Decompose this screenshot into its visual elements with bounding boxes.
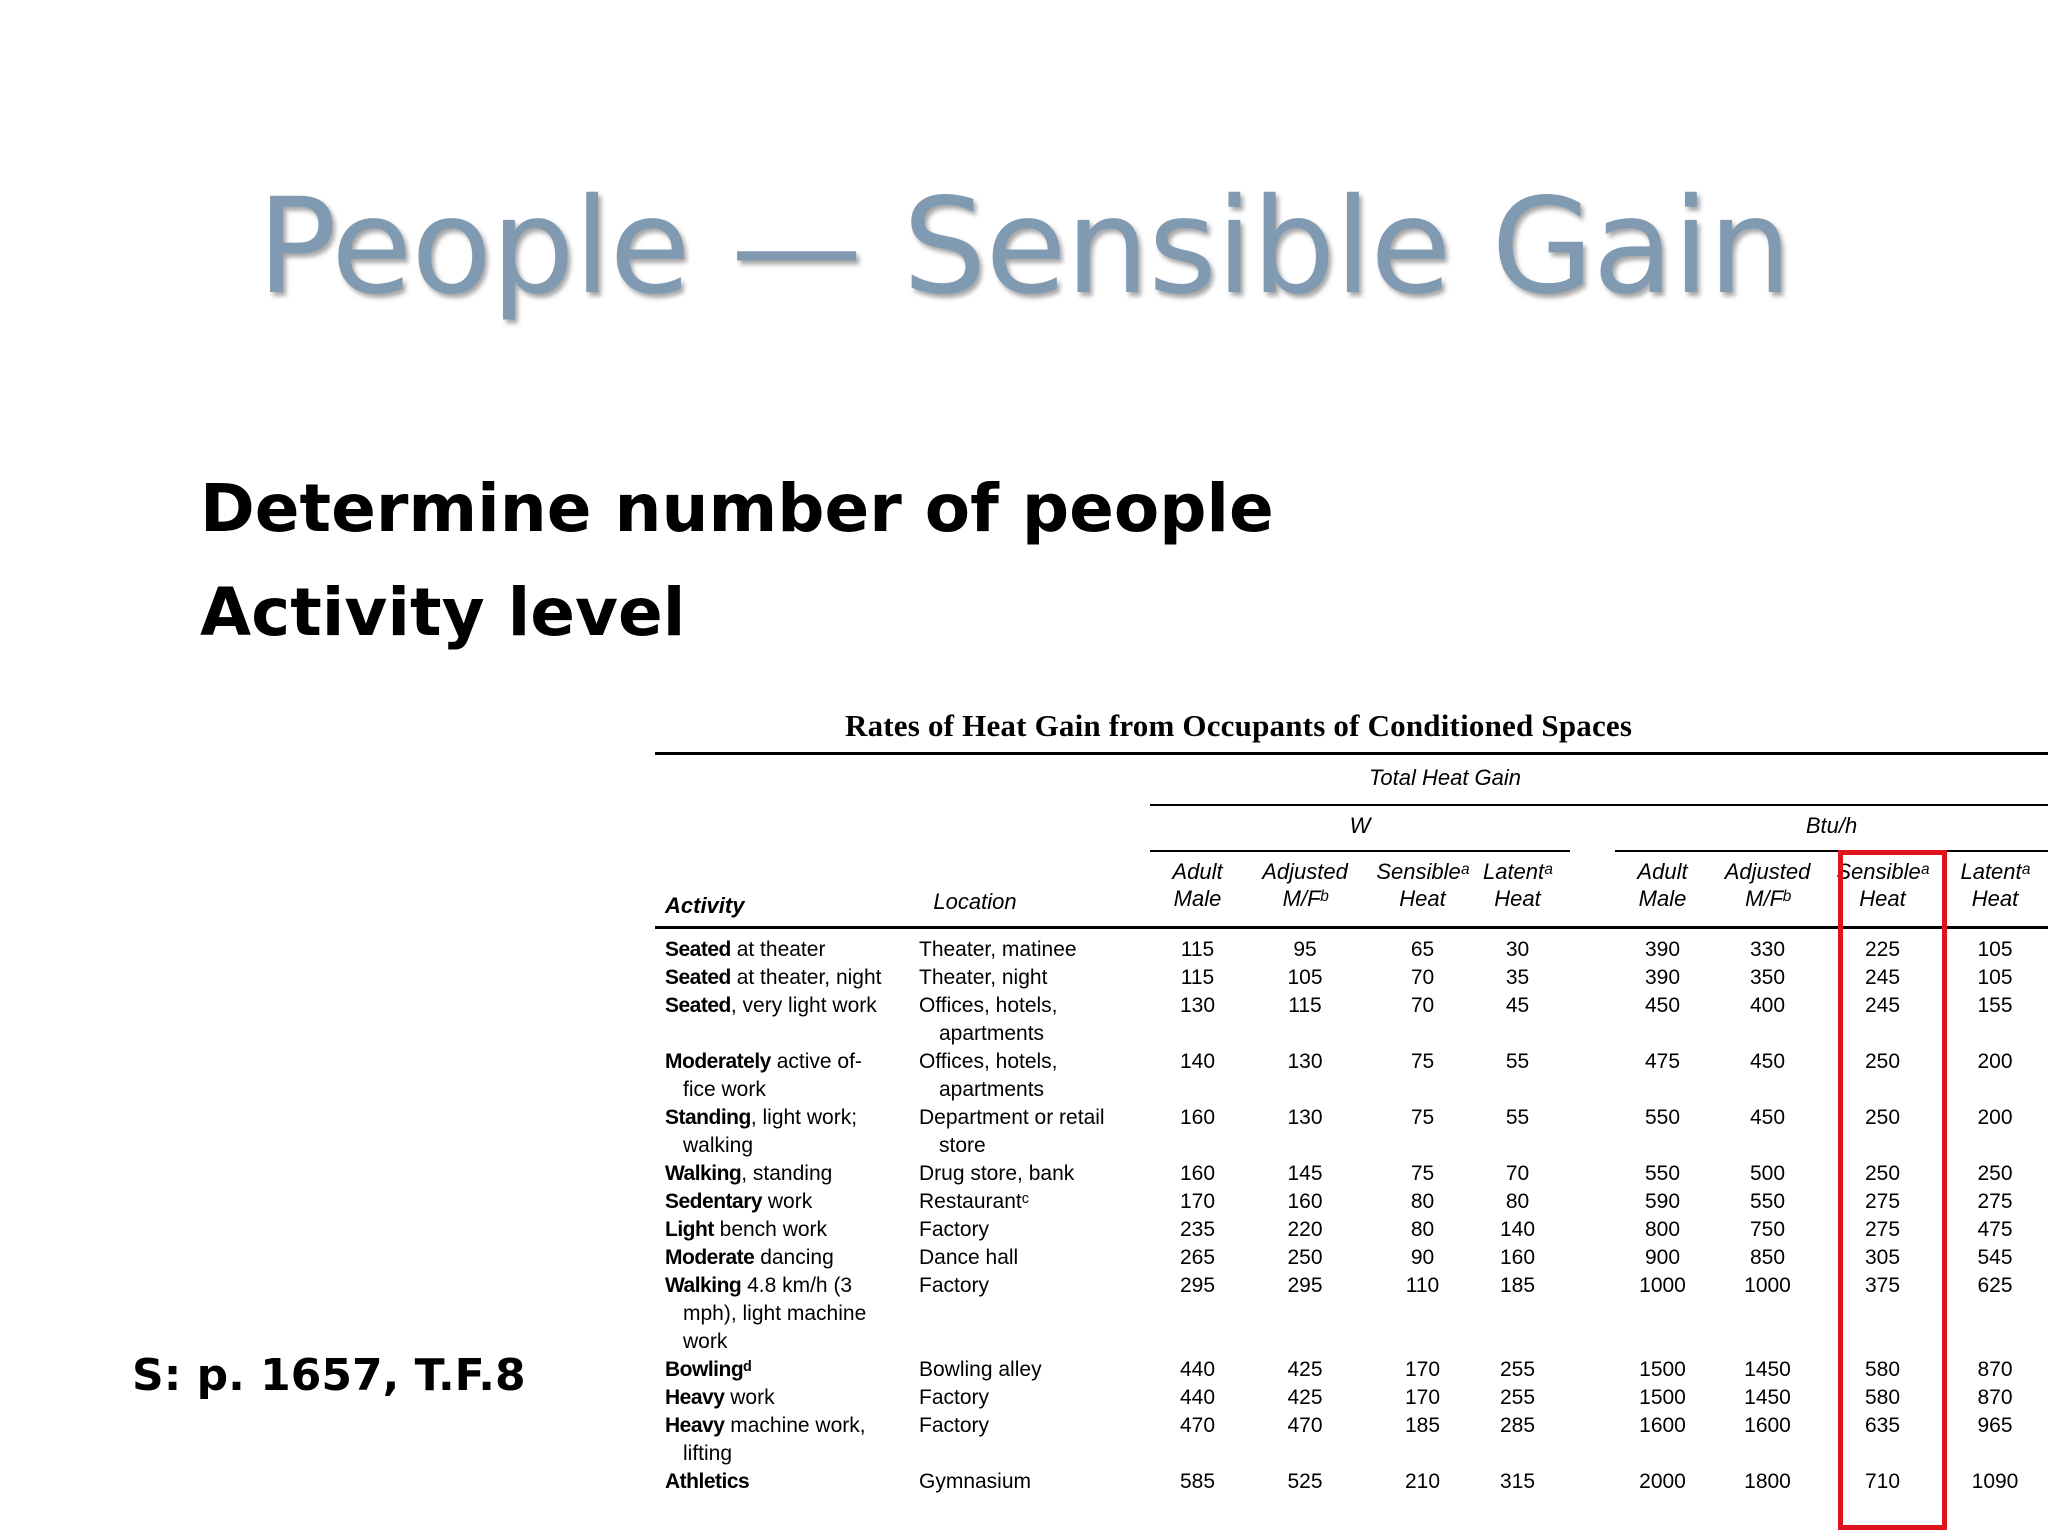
- activity-cell: [665, 1244, 834, 1272]
- activity-cell: [665, 1104, 857, 1160]
- value-cell: 295: [1287, 1274, 1323, 1297]
- column-header-line: Heat: [1971, 886, 2019, 911]
- column-header-line: Heat: [1399, 886, 1446, 911]
- bullet-number-of-people: Determine number of people: [200, 470, 1274, 547]
- value-cell: 220: [1287, 1218, 1323, 1241]
- value-cell: 245: [1864, 994, 1901, 1017]
- column-header: [1615, 858, 1710, 912]
- column-header-line: Latentᵃ: [1960, 859, 2030, 884]
- value-cell: 470: [1179, 1414, 1216, 1437]
- value-cell: 265: [1179, 1246, 1216, 1269]
- value-cell: 80: [1410, 1190, 1435, 1213]
- value-cell: 450: [1749, 1050, 1786, 1073]
- value-cell: 140: [1179, 1050, 1216, 1073]
- value-cell: 185: [1499, 1274, 1536, 1297]
- activity-line: Walking 4.8 km/h (3: [665, 1274, 853, 1297]
- value-cell: 275: [1864, 1190, 1901, 1213]
- value-cell: 375: [1864, 1274, 1901, 1297]
- activity-line: Sedentary work: [665, 1190, 813, 1213]
- location-line: Department or retail: [919, 1106, 1105, 1129]
- value-cell: 800: [1644, 1218, 1681, 1241]
- value-cell: 400: [1749, 994, 1786, 1017]
- value-cell: 115: [1288, 994, 1322, 1017]
- value-cell: 1090: [1971, 1470, 2019, 1493]
- value-cell: 450: [1644, 994, 1681, 1017]
- value-cell: 1450: [1744, 1386, 1791, 1409]
- column-header-line: M/Fᵇ: [1745, 886, 1790, 911]
- value-cell: 250: [1864, 1050, 1901, 1073]
- header-w: W: [1349, 813, 1371, 838]
- value-cell: 545: [1977, 1246, 2013, 1269]
- value-cell: 245: [1864, 966, 1901, 989]
- activity-line: [665, 1356, 751, 1384]
- value-cell: 185: [1404, 1414, 1441, 1437]
- value-cell: 1600: [1744, 1414, 1791, 1437]
- activity-keyword: Bowlingᵈ: [665, 1358, 751, 1381]
- header-location: Location: [933, 889, 1017, 914]
- value-cell: 250: [1864, 1106, 1901, 1129]
- column-header-line: Adult: [1637, 859, 1688, 884]
- value-cell: 305: [1864, 1246, 1901, 1269]
- value-cell: 160: [1179, 1106, 1216, 1129]
- activity-keyword: Seated: [665, 994, 731, 1017]
- location-line: Factory: [919, 1414, 990, 1437]
- value-cell: 1500: [1639, 1386, 1686, 1409]
- value-cell: 580: [1864, 1386, 1901, 1409]
- value-cell: 200: [1977, 1106, 2013, 1129]
- total-heat-gain-rule: [1150, 804, 2048, 806]
- value-cell: 160: [1499, 1246, 1536, 1269]
- value-cell: 45: [1505, 994, 1530, 1017]
- activity-line: Seated at theater: [665, 938, 826, 961]
- value-cell: 500: [1749, 1162, 1786, 1185]
- location-cell: [919, 936, 1077, 964]
- value-cell: 35: [1505, 966, 1530, 989]
- column-header-line: Heat: [1494, 886, 1541, 911]
- column-header-line: Male: [1638, 886, 1687, 911]
- table-top-rule: [655, 752, 2048, 755]
- location-cell: [919, 1384, 989, 1412]
- value-cell: 225: [1864, 938, 1901, 961]
- btu-rule: [1615, 850, 2048, 852]
- activity-line: Walking, standing: [665, 1162, 833, 1185]
- value-cell: 160: [1179, 1162, 1216, 1185]
- value-cell: 1000: [1744, 1274, 1791, 1297]
- value-cell: 140: [1499, 1218, 1536, 1241]
- location-cell: [919, 1188, 1029, 1216]
- activity-keyword: Athletics: [665, 1470, 750, 1493]
- value-cell: 70: [1410, 966, 1435, 989]
- column-header-line: Male: [1173, 886, 1222, 911]
- value-cell: 870: [1977, 1386, 2013, 1409]
- value-cell: 1600: [1639, 1414, 1686, 1437]
- activity-cell: [665, 1048, 862, 1104]
- column-header: [1710, 858, 1825, 912]
- location-cell: [919, 1160, 1074, 1188]
- location-line: Theater, matinee: [919, 938, 1077, 961]
- value-cell: 80: [1410, 1218, 1435, 1241]
- column-header: [1150, 858, 1245, 912]
- bullet-activity-level: Activity level: [200, 574, 686, 651]
- value-cell: 170: [1404, 1358, 1441, 1381]
- activity-line: Seated, very light work: [665, 994, 877, 1017]
- value-cell: 295: [1179, 1274, 1216, 1297]
- location-cell: [919, 964, 1047, 992]
- activity-keyword: Seated: [665, 966, 731, 989]
- value-cell: 170: [1179, 1190, 1216, 1213]
- value-cell: 285: [1499, 1414, 1536, 1437]
- value-cell: 115: [1180, 938, 1215, 961]
- value-cell: 550: [1644, 1162, 1681, 1185]
- value-cell: 145: [1287, 1162, 1323, 1185]
- location-line: Dance hall: [919, 1246, 1019, 1269]
- value-cell: 900: [1644, 1246, 1681, 1269]
- activity-cell: [665, 1468, 749, 1496]
- location-cell: [919, 1216, 989, 1244]
- activity-keyword: Light: [665, 1218, 714, 1241]
- value-cell: 255: [1499, 1358, 1536, 1381]
- value-cell: 590: [1644, 1190, 1681, 1213]
- activity-cell: [665, 992, 877, 1020]
- column-header-line: Adjusted: [1724, 859, 1811, 884]
- value-cell: 350: [1749, 966, 1786, 989]
- value-cell: 440: [1179, 1386, 1216, 1409]
- value-cell: 250: [1864, 1162, 1901, 1185]
- activity-line: fice work: [683, 1078, 766, 1101]
- location-cell: [919, 1048, 1058, 1104]
- activity-line: lifting: [683, 1442, 733, 1465]
- value-cell: 55: [1505, 1106, 1530, 1129]
- activity-keyword: Standing: [665, 1106, 751, 1129]
- slide-title: People — Sensible Gain: [257, 170, 1791, 324]
- source-reference: S: p. 1657, T.F.8: [132, 1350, 526, 1401]
- location-line: Gymnasium: [919, 1470, 1032, 1493]
- activity-line: mph), light machine: [683, 1302, 867, 1325]
- value-cell: 210: [1404, 1470, 1441, 1493]
- value-cell: 750: [1749, 1218, 1786, 1241]
- activity-line: Light bench work: [665, 1218, 828, 1241]
- activity-line: Moderately active of-: [665, 1050, 862, 1073]
- value-cell: 525: [1287, 1470, 1323, 1493]
- column-header: [1945, 858, 2045, 912]
- activity-keyword: Walking: [665, 1162, 742, 1185]
- value-cell: 275: [1977, 1190, 2013, 1213]
- value-cell: 130: [1179, 994, 1216, 1017]
- location-line: Drug store, bank: [919, 1162, 1075, 1185]
- value-cell: 580: [1864, 1358, 1901, 1381]
- value-cell: 170: [1404, 1386, 1441, 1409]
- activity-keyword: Heavy: [665, 1386, 725, 1409]
- location-cell: [919, 1412, 989, 1440]
- value-cell: 75: [1410, 1162, 1435, 1185]
- value-cell: 315: [1499, 1470, 1536, 1493]
- location-line: Factory: [919, 1386, 990, 1409]
- activity-cell: [665, 1356, 751, 1384]
- value-cell: 105: [1977, 966, 2013, 989]
- activity-cell: [665, 1412, 866, 1468]
- activity-cell: [665, 936, 825, 964]
- activity-line: work: [683, 1330, 728, 1353]
- column-header-line: Heat: [1859, 886, 1906, 911]
- location-line: Restaurantᶜ: [919, 1190, 1030, 1213]
- value-cell: 550: [1749, 1190, 1786, 1213]
- value-cell: 250: [1287, 1246, 1323, 1269]
- value-cell: 105: [1977, 938, 2013, 961]
- activity-line: Seated at theater, night: [665, 966, 882, 989]
- column-header-line: M/Fᵇ: [1282, 886, 1328, 911]
- location-line: Offices, hotels,: [919, 1050, 1058, 1073]
- column-header-line: Adult: [1172, 859, 1223, 884]
- value-cell: 30: [1505, 938, 1530, 961]
- activity-cell: [665, 1272, 866, 1356]
- value-cell: 75: [1410, 1050, 1435, 1073]
- activity-keyword: Seated: [665, 938, 731, 961]
- column-header-line: Adjusted: [1262, 859, 1348, 884]
- value-cell: 65: [1410, 938, 1435, 961]
- activity-keyword: Moderate: [665, 1246, 755, 1269]
- value-cell: 110: [1405, 1274, 1440, 1297]
- activity-cell: [665, 1216, 827, 1244]
- value-cell: 2000: [1639, 1470, 1686, 1493]
- activity-keyword: Sedentary: [665, 1190, 763, 1213]
- location-line: Bowling alley: [919, 1358, 1042, 1381]
- value-cell: 390: [1644, 966, 1681, 989]
- value-cell: 450: [1749, 1106, 1786, 1129]
- activity-line: [665, 1468, 749, 1496]
- value-cell: 850: [1749, 1246, 1786, 1269]
- value-cell: 635: [1864, 1414, 1901, 1437]
- location-cell: [919, 992, 1058, 1048]
- value-cell: 1000: [1639, 1274, 1686, 1297]
- header-total-heat-gain: Total Heat Gain: [1368, 765, 1522, 790]
- value-cell: 155: [1977, 994, 2013, 1017]
- activity-keyword: Walking: [665, 1274, 742, 1297]
- location-line: Offices, hotels,: [919, 994, 1058, 1017]
- column-header: [1250, 858, 1360, 912]
- column-header: [1470, 858, 1565, 912]
- location-cell: [919, 1244, 1018, 1272]
- value-cell: 475: [1644, 1050, 1681, 1073]
- location-line: Theater, night: [919, 966, 1048, 989]
- value-cell: 870: [1977, 1358, 2013, 1381]
- value-cell: 90: [1410, 1246, 1435, 1269]
- w-rule: [1150, 850, 1570, 852]
- value-cell: 115: [1180, 966, 1215, 989]
- activity-keyword: Heavy: [665, 1414, 725, 1437]
- sensible-heat-highlight-box: [1838, 850, 1947, 1530]
- activity-line: Moderate dancing: [665, 1246, 834, 1269]
- value-cell: 160: [1287, 1190, 1323, 1213]
- header-activity: Activity: [665, 893, 745, 918]
- value-cell: 95: [1293, 938, 1317, 961]
- location-cell: [919, 1356, 1042, 1384]
- value-cell: 475: [1977, 1218, 2013, 1241]
- value-cell: 55: [1505, 1050, 1530, 1073]
- activity-cell: [665, 1188, 812, 1216]
- activity-line: Heavy work: [665, 1386, 775, 1409]
- value-cell: 425: [1287, 1386, 1323, 1409]
- value-cell: 710: [1864, 1470, 1901, 1493]
- column-header: [1370, 858, 1475, 912]
- column-header-line: Sensibleᵃ: [1836, 859, 1929, 884]
- value-cell: 130: [1287, 1050, 1323, 1073]
- activity-keyword: Moderately: [665, 1050, 771, 1073]
- activity-line: Heavy machine work,: [665, 1414, 866, 1437]
- location-line: Factory: [919, 1274, 990, 1297]
- value-cell: 965: [1977, 1414, 2013, 1437]
- value-cell: 70: [1505, 1162, 1530, 1185]
- location-line: store: [939, 1134, 986, 1157]
- location-cell: [919, 1272, 989, 1300]
- value-cell: 255: [1499, 1386, 1536, 1409]
- location-line: Factory: [919, 1218, 990, 1241]
- column-header-line: Sensibleᵃ: [1376, 859, 1469, 884]
- value-cell: 390: [1644, 938, 1681, 961]
- value-cell: 440: [1179, 1358, 1216, 1381]
- value-cell: 80: [1505, 1190, 1530, 1213]
- header-btu: Btu/h: [1805, 813, 1858, 838]
- value-cell: 1500: [1639, 1358, 1686, 1381]
- location-line: apartments: [939, 1022, 1045, 1045]
- activity-cell: [665, 1160, 832, 1188]
- value-cell: 425: [1287, 1358, 1323, 1381]
- location-cell: [919, 1104, 1105, 1160]
- value-cell: 550: [1644, 1106, 1681, 1129]
- value-cell: 330: [1749, 938, 1786, 961]
- value-cell: 275: [1864, 1218, 1901, 1241]
- value-cell: 235: [1179, 1218, 1216, 1241]
- activity-cell: [665, 964, 881, 992]
- value-cell: 470: [1287, 1414, 1323, 1437]
- table-title: Rates of Heat Gain from Occupants of Conditioned Spaces: [845, 708, 1633, 743]
- value-cell: 75: [1410, 1106, 1435, 1129]
- activity-line: walking: [683, 1134, 754, 1157]
- location-cell: [919, 1468, 1031, 1496]
- value-cell: 1450: [1744, 1358, 1791, 1381]
- value-cell: 200: [1977, 1050, 2013, 1073]
- value-cell: 105: [1287, 966, 1323, 989]
- activity-cell: [665, 1384, 775, 1412]
- activity-line: Standing, light work;: [665, 1106, 858, 1129]
- location-line: apartments: [939, 1078, 1045, 1101]
- value-cell: 585: [1179, 1470, 1216, 1493]
- value-cell: 70: [1410, 994, 1435, 1017]
- column-header-line: Latentᵃ: [1482, 859, 1553, 884]
- value-cell: 1800: [1744, 1470, 1791, 1493]
- value-cell: 250: [1977, 1162, 2013, 1185]
- value-cell: 130: [1287, 1106, 1323, 1129]
- value-cell: 625: [1977, 1274, 2013, 1297]
